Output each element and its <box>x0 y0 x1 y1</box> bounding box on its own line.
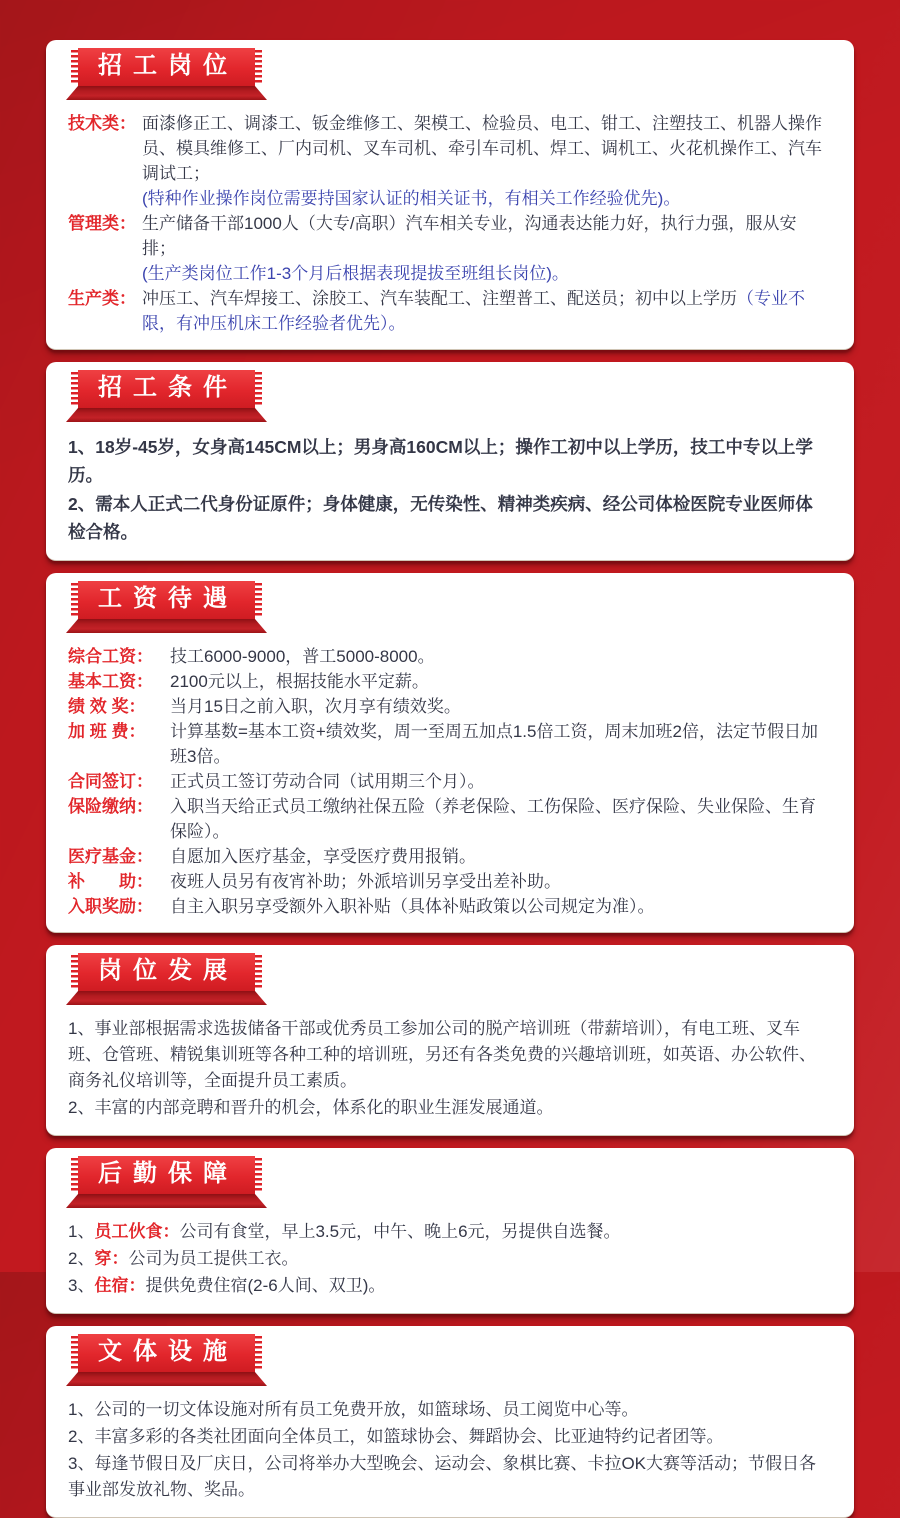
salary-text: 自愿加入医疗基金，享受医疗费用报销。 <box>170 847 476 866</box>
item-text: 公司为员工提供工衣。 <box>128 1249 299 1268</box>
ribbon-plinth <box>66 991 267 1005</box>
job-list: 冲压工、汽车焊接工、涂胶工、汽车装配工、注塑普工、配送员；初中以上学历 <box>142 289 737 308</box>
salary-text: 2100元以上，根据技能水平定薪。 <box>170 672 429 691</box>
salary-label: 综合工资： <box>68 647 153 666</box>
category-text <box>142 211 830 286</box>
ribbon-requirements <box>70 370 263 422</box>
salary-row <box>68 669 830 694</box>
requirement-line: 1、18岁-45岁，女身高145CM以上；男身高160CM以上；操作工初中以上学历，技工中专以上学历。 <box>68 437 813 485</box>
development-line: 1、事业部根据需求选拔储备干部或优秀员工参加公司的脱产培训班（带薪培训），有电工班、叉车班、仓管班、精锐集训班等各种工种的培训班，另还有各类免费的兴趣培训班，如英语、办公软件、商务礼仪培训等，全面提升员工素质。 <box>68 1019 816 1090</box>
ribbon-banner <box>78 48 255 86</box>
career-development-body <box>68 1016 830 1121</box>
section-title: 招工岗位 <box>98 53 238 79</box>
facility-line: 3、每逢节假日及厂庆日，公司将举办大型晚会、运动会、象棋比赛、卡拉OK大赛等活动；节假日各事业部发放礼物、奖品。 <box>68 1454 817 1499</box>
positions-row-production <box>68 286 830 336</box>
facilities-body <box>68 1397 830 1503</box>
item-number: 1、 <box>68 1222 95 1241</box>
ribbon-plinth <box>66 619 267 633</box>
salary-body <box>68 644 830 919</box>
section-career-development <box>46 945 854 1136</box>
item-label: 员工伙食： <box>94 1222 180 1241</box>
positions-row-management <box>68 211 830 286</box>
category-text <box>142 286 830 336</box>
salary-row <box>68 844 830 869</box>
ribbon-plinth <box>66 86 267 100</box>
section-recreational-facilities <box>46 1326 854 1518</box>
requirements-body <box>68 433 830 546</box>
logistics-body <box>68 1219 830 1299</box>
logistics-item <box>68 1219 830 1245</box>
ribbon-salary <box>70 581 263 633</box>
item-number: 3、 <box>68 1276 95 1295</box>
ribbon-plinth <box>66 1194 267 1208</box>
job-list: 生产储备干部1000人（大专/高职）汽车相关专业，沟通表达能力好，执行力强，服从安排； <box>142 214 797 258</box>
salary-text: 技工6000-9000，普工5000-8000。 <box>170 647 435 666</box>
item-label: 住宿： <box>94 1276 146 1295</box>
item-label: 穿： <box>94 1249 129 1268</box>
ribbon-banner <box>78 953 255 991</box>
category-label: 技术类： <box>68 114 136 133</box>
salary-label: 加 班 费： <box>68 722 146 741</box>
salary-label: 入职奖励： <box>68 897 153 916</box>
salary-row <box>68 644 830 669</box>
item-text: 公司有食堂，早上3.5元，中午、晚上6元，另提供自选餐。 <box>179 1222 621 1241</box>
salary-text: 自主入职另享受额外入职补贴（具体补贴政策以公司规定为准）。 <box>170 897 655 916</box>
positions-row-technical <box>68 111 830 211</box>
section-title: 岗位发展 <box>98 958 238 984</box>
ribbon-banner <box>78 581 255 619</box>
section-title: 后勤保障 <box>98 1161 238 1187</box>
ribbon-career-development <box>70 953 263 1005</box>
ribbon-banner <box>78 1156 255 1194</box>
salary-text: 正式员工签订劳动合同（试用期三个月）。 <box>170 772 485 791</box>
salary-row <box>68 869 830 894</box>
item-number: 2、 <box>68 1249 95 1268</box>
facility-line: 1、公司的一切文体设施对所有员工免费开放，如篮球场、员工阅览中心等。 <box>68 1400 639 1419</box>
salary-row <box>68 894 830 919</box>
positions-body <box>68 111 830 336</box>
section-title: 文体设施 <box>98 1339 238 1365</box>
category-label: 生产类： <box>68 289 136 308</box>
ribbon-banner <box>78 1334 255 1372</box>
salary-label: 医疗基金： <box>68 847 153 866</box>
item-text: 提供免费住宿(2-6人间、双卫)。 <box>145 1276 386 1295</box>
salary-text: 入职当天给正式员工缴纳社保五险（养老保险、工伤保险、医疗保险、失业保险、生育保险）。 <box>170 797 816 841</box>
job-note: (生产类岗位工作1-3个月后根据表现提拔至班组长岗位)。 <box>142 264 569 283</box>
section-title: 招工条件 <box>98 375 238 401</box>
ribbon-logistics-support <box>70 1156 263 1208</box>
salary-label: 保险缴纳： <box>68 797 153 816</box>
section-requirements <box>46 362 854 561</box>
category-text <box>142 111 830 211</box>
job-note: （专业不限，有冲压机床工作经验者优先）。 <box>142 289 805 333</box>
development-line: 2、丰富的内部竞聘和晋升的机会，体系化的职业生涯发展通道。 <box>68 1098 554 1117</box>
salary-label: 补 助： <box>68 872 153 891</box>
logistics-item <box>68 1246 830 1272</box>
salary-text: 当月15日之前入职，次月享有绩效奖。 <box>170 697 461 716</box>
ribbon-plinth <box>66 408 267 422</box>
ribbon-plinth <box>66 1372 267 1386</box>
facility-line: 2、丰富多彩的各类社团面向全体员工，如篮球协会、舞蹈协会、比亚迪特约记者团等。 <box>68 1427 724 1446</box>
salary-label: 合同签订： <box>68 772 153 791</box>
job-note: (特种作业操作岗位需要持国家认证的相关证书，有相关工作经验优先)。 <box>142 189 681 208</box>
salary-text: 夜班人员另有夜宵补助；外派培训另享受出差补助。 <box>170 872 561 891</box>
salary-row <box>68 719 830 769</box>
section-recruit-positions <box>46 40 854 350</box>
salary-row <box>68 794 830 844</box>
section-title: 工资待遇 <box>98 586 238 612</box>
job-list: 面漆修正工、调漆工、钣金维修工、架模工、检验员、电工、钳工、注塑技工、机器人操作员、模具维修工、厂内司机、叉车司机、牵引车司机、焊工、调机工、火花机操作工、汽车调试工； <box>142 114 822 183</box>
section-logistics-support <box>46 1148 854 1314</box>
salary-label: 绩 效 奖： <box>68 697 146 716</box>
salary-label: 基本工资： <box>68 672 153 691</box>
requirement-line: 2、需本人正式二代身份证原件；身体健康，无传染性、精神类疾病、经公司体检医院专业医师体检合格。 <box>68 494 813 542</box>
salary-row <box>68 694 830 719</box>
logistics-item <box>68 1273 830 1299</box>
ribbon-recruit-positions <box>70 48 263 100</box>
category-label: 管理类： <box>68 214 136 233</box>
ribbon-recreational-facilities <box>70 1334 263 1386</box>
section-salary <box>46 573 854 933</box>
salary-row <box>68 769 830 794</box>
salary-text: 计算基数=基本工资+绩效奖，周一至周五加点1.5倍工资，周末加班2倍，法定节假日加班3倍。 <box>170 722 818 766</box>
ribbon-banner <box>78 370 255 408</box>
